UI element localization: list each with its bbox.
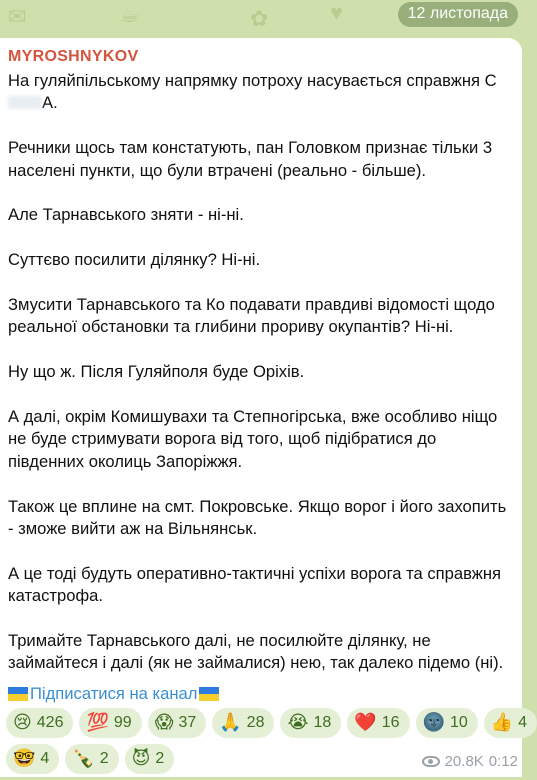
reaction-count: 16 <box>381 714 400 731</box>
reactions-row <box>6 708 528 738</box>
background-doodle: ✿ <box>250 6 269 31</box>
message-meta <box>422 753 518 770</box>
date-badge: 12 листопада <box>398 2 518 27</box>
screaming-face-icon: 😱 <box>154 712 174 733</box>
hundred-points-icon: 💯 <box>86 712 109 733</box>
reaction-count: 28 <box>246 714 265 731</box>
paragraph: Змусити Тарнавського та Ко подавати правдиві відомості щодо реальної обстановки та глибини прориву окупантів? Ні-ні. <box>8 295 495 337</box>
reaction-count: 2 <box>155 750 165 767</box>
ukraine-flag-icon <box>199 687 219 701</box>
sender-name[interactable]: MYROSHNYKOV <box>8 48 139 65</box>
reaction-praying[interactable] <box>212 708 274 738</box>
reaction-nerd[interactable] <box>6 744 59 774</box>
reaction-count: 99 <box>113 714 132 731</box>
praying-hands-icon: 🙏 <box>219 712 242 733</box>
background-doodle: ☕ <box>120 2 140 27</box>
background-doodle: ♥ <box>330 0 344 25</box>
reaction-crying[interactable] <box>6 708 73 738</box>
new-moon-face-icon: 🌚 <box>422 712 445 733</box>
eye-icon <box>422 756 440 767</box>
reaction-count: 2 <box>99 750 109 767</box>
paragraph: Суттєво посилити ділянку? Ні-ні. <box>8 250 261 270</box>
reaction-new-moon[interactable] <box>416 708 478 738</box>
message-bubble <box>0 38 528 777</box>
reaction-thumbs-up[interactable] <box>484 708 537 738</box>
paragraph: На гуляйпільському напрямку потроху насувається справжня СА. <box>8 71 497 113</box>
message-time: 0:12 <box>488 753 518 770</box>
paragraph: Також це вплине на смт. Покровське. Якщо ворог і його захопить - зможе вийти аж на Вільнянськ. <box>8 496 507 539</box>
reaction-devil[interactable] <box>125 744 175 774</box>
ukraine-flag-icon <box>8 687 28 701</box>
reaction-count: 4 <box>40 750 50 767</box>
paragraph: Але Тарнавського зняти - ні-ні. <box>8 205 244 225</box>
paragraph: Тримайте Тарнавського далі, не посилюйте ділянку, не займайтеся і далі (як не займалися) нею, так далеко підемо (ні). <box>8 631 504 673</box>
reaction-heart[interactable] <box>347 708 409 738</box>
reaction-count: 10 <box>449 714 468 731</box>
reaction-count: 37 <box>178 714 197 731</box>
view-count: 20.8K <box>444 753 484 770</box>
reaction-loudly-crying[interactable] <box>280 708 341 738</box>
redacted-text <box>8 96 42 109</box>
subscribe-link-label[interactable]: Підписатися на канал <box>30 684 198 703</box>
reaction-hundred[interactable] <box>79 708 141 738</box>
reaction-screaming[interactable] <box>148 708 207 738</box>
smiling-devil-icon: 😈 <box>131 748 151 769</box>
background-doodle: ✉ <box>8 4 27 29</box>
paragraph: А далі, окрім Комишувахи та Степногірська, вже особливо ніщо не буде стримувати ворога від того, щоб підібратися до південних околиць Запоріжжя. <box>8 407 498 471</box>
reaction-count: 4 <box>518 714 528 731</box>
loudly-crying-face-icon: 😭 <box>287 712 309 733</box>
crying-face-icon: 😢 <box>13 712 32 733</box>
reaction-count: 18 <box>313 714 332 731</box>
nerd-face-icon: 🤓 <box>13 748 36 769</box>
paragraph: Ну що ж. Після Гуляйполя буде Оріхів. <box>8 362 305 382</box>
paragraph: Речники щось там констатують, пан Головком признає тільки 3 населені пункти, що були втрачені (реально - більше). <box>8 138 493 180</box>
thumbs-up-icon: 👍 <box>490 712 514 733</box>
reaction-count: 426 <box>36 714 64 731</box>
reaction-champagne[interactable] <box>65 744 118 774</box>
champagne-bottle-icon: 🍾 <box>72 748 95 769</box>
paragraph: А це тоді будуть оперативно-тактичні успіхи ворога та справжня катастрофа. <box>8 563 501 606</box>
message-text <box>8 70 513 697</box>
red-heart-icon: ❤️ <box>354 712 377 733</box>
subscribe-link[interactable] <box>8 684 219 704</box>
